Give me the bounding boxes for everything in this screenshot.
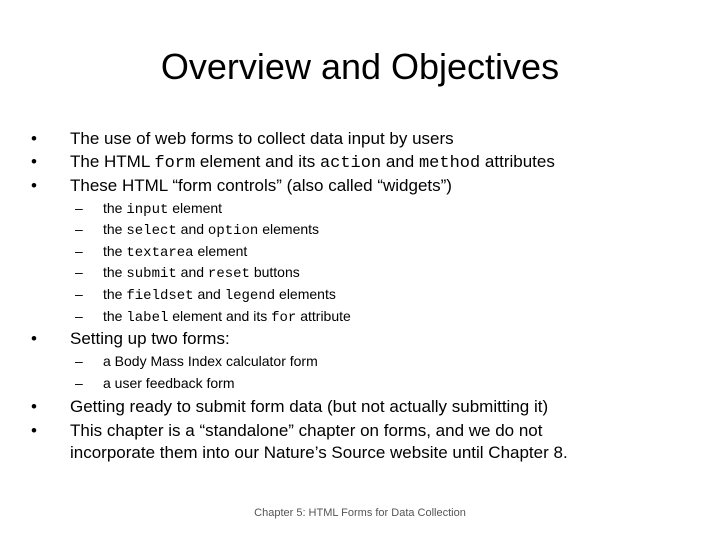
slide-footer: Chapter 5: HTML Forms for Data Collection xyxy=(254,507,466,519)
code-term: legend xyxy=(224,288,276,304)
text-segment: the xyxy=(103,243,127,259)
code-action: action xyxy=(319,154,382,173)
text-segment: the xyxy=(103,264,127,280)
dash-mark: – xyxy=(75,375,83,391)
text-segment: and xyxy=(176,221,208,237)
bullet-text-line-1: This chapter is a “standalone” chapter on forms, and we do not xyxy=(70,421,543,440)
text-segment: element and its xyxy=(195,152,320,171)
bullet-text-line-2: incorporate them into our Nature’s Source website until Chapter 8. xyxy=(70,443,568,462)
bullet-mark: • xyxy=(31,176,37,195)
code-term: option xyxy=(207,223,259,239)
dash-mark: – xyxy=(75,264,83,280)
text-segment: element xyxy=(193,243,248,259)
code-term: fieldset xyxy=(126,288,194,304)
bullet-mark: • xyxy=(31,152,37,171)
text-segment: elements xyxy=(258,221,320,237)
code-term: reset xyxy=(207,266,250,282)
bullet-text: The use of web forms to collect data input by users xyxy=(70,129,454,148)
code-form: form xyxy=(154,154,196,173)
code-term: select xyxy=(126,223,177,239)
text-segment: the xyxy=(103,221,127,237)
dash-mark: – xyxy=(75,286,83,302)
sub-item-text xyxy=(103,306,351,329)
text-segment: element xyxy=(168,200,223,216)
bullet-mark: • xyxy=(31,421,37,440)
text-segment: attributes xyxy=(480,152,555,171)
code-term: label xyxy=(126,310,169,326)
text-segment: element and its xyxy=(168,308,272,324)
sub-item-text xyxy=(103,262,300,285)
text-segment: elements xyxy=(275,286,336,302)
text-segment: buttons xyxy=(249,264,300,280)
dash-mark: – xyxy=(75,243,83,259)
sub-item-text xyxy=(103,219,319,242)
bullet-text: These HTML “form controls” (also called “widgets”) xyxy=(70,176,452,195)
sub-item-text: a user feedback form xyxy=(103,375,235,391)
text-segment: and xyxy=(381,152,419,171)
code-term: input xyxy=(126,202,169,218)
code-term: submit xyxy=(126,266,177,282)
dash-mark: – xyxy=(75,353,83,369)
bullet-mark: • xyxy=(31,129,37,148)
code-method: method xyxy=(418,154,481,173)
text-segment: the xyxy=(103,200,127,216)
text-segment: the xyxy=(103,308,127,324)
text-segment: the xyxy=(103,286,127,302)
bullet-mark: • xyxy=(31,329,37,348)
bullet-text xyxy=(70,151,555,175)
bullet-text: Getting ready to submit form data (but not actually submitting it) xyxy=(70,397,549,416)
sub-item-text xyxy=(103,241,247,264)
code-term: textarea xyxy=(126,245,194,261)
dash-mark: – xyxy=(75,308,83,324)
dash-mark: – xyxy=(75,200,83,216)
slide-title: Overview and Objectives xyxy=(160,46,560,87)
text-segment: The HTML xyxy=(70,152,155,171)
code-term: for xyxy=(271,310,297,326)
text-segment: and xyxy=(176,264,208,280)
text-segment: attribute xyxy=(296,308,351,324)
dash-mark: – xyxy=(75,221,83,237)
bullet-mark: • xyxy=(31,397,37,416)
sub-item-text xyxy=(103,198,222,221)
text-segment: and xyxy=(193,286,225,302)
bullet-text: Setting up two forms: xyxy=(70,329,230,348)
sub-item-text xyxy=(103,284,336,307)
sub-item-text: a Body Mass Index calculator form xyxy=(103,353,318,369)
